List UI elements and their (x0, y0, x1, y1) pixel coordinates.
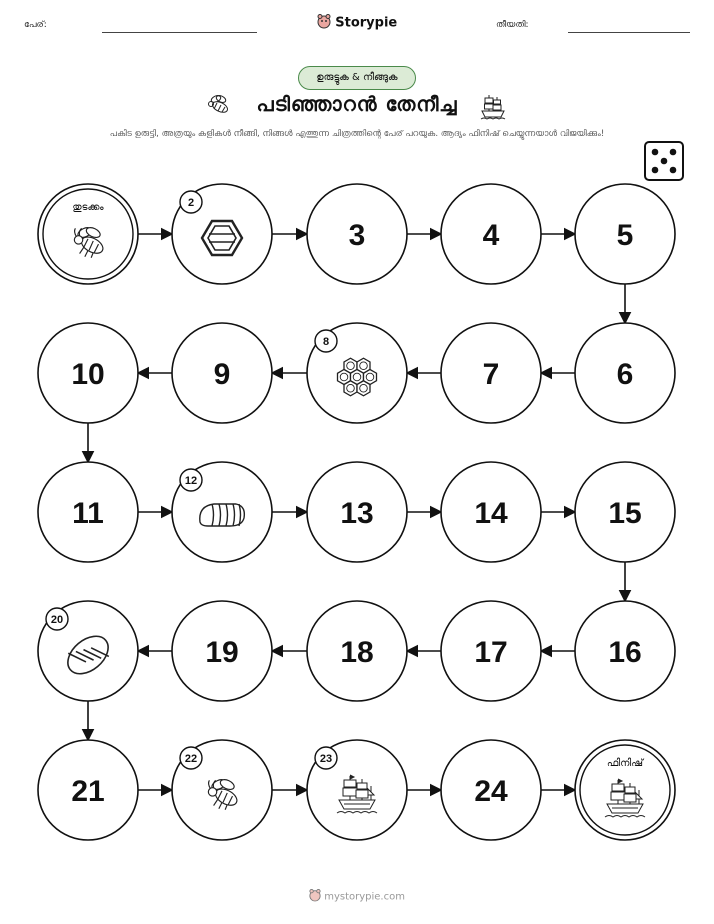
space-number: 7 (482, 358, 500, 391)
space-number: 3 (348, 219, 366, 252)
board-space[interactable] (575, 601, 675, 701)
activity-tag: ഉരുട്ടുക & നീങ്ങുക (298, 66, 416, 90)
board-space[interactable] (441, 601, 541, 701)
board-space[interactable] (575, 184, 675, 284)
board-space[interactable] (307, 740, 407, 840)
board-space[interactable] (441, 184, 541, 284)
board-space[interactable] (172, 184, 272, 284)
board-space[interactable] (307, 323, 407, 423)
board-space[interactable] (38, 601, 138, 701)
space-number: 5 (616, 219, 634, 252)
page-title: പടിഞ്ഞാറൻ തേനീച്ച (256, 92, 458, 116)
board-space[interactable] (172, 462, 272, 562)
board-space[interactable] (441, 740, 541, 840)
board-space[interactable] (38, 323, 138, 423)
space-number: 21 (71, 775, 105, 808)
space-number: 23 (319, 753, 333, 765)
footer-url: mystorypie.com (324, 891, 405, 903)
name-label: പേര്: (24, 20, 47, 30)
space-number: 24 (474, 775, 508, 808)
finish-label: ഫിനിഷ് (606, 758, 644, 769)
board-space[interactable] (38, 740, 138, 840)
space-number: 22 (184, 753, 198, 765)
space-number: 19 (205, 636, 239, 669)
space-number: 4 (482, 219, 500, 252)
board-space[interactable] (172, 323, 272, 423)
space-number: 18 (340, 636, 374, 669)
board-space[interactable] (307, 184, 407, 284)
board-space[interactable] (307, 462, 407, 562)
board-space[interactable] (575, 323, 675, 423)
space-number: 10 (71, 358, 105, 391)
space-number: 17 (474, 636, 508, 669)
board-space[interactable] (575, 740, 675, 840)
space-number: 6 (616, 358, 634, 391)
date-label: തീയതി: (496, 20, 529, 30)
honeycomb-icon (338, 358, 377, 396)
footer-logo-icon (309, 888, 321, 905)
space-number: 16 (608, 636, 642, 669)
space-number: 20 (50, 614, 64, 626)
space-number: 13 (340, 497, 374, 530)
board-space[interactable] (441, 323, 541, 423)
space-number: 11 (72, 497, 104, 530)
board-space[interactable] (307, 601, 407, 701)
space-number: 9 (213, 358, 231, 391)
space-number: 2 (187, 197, 195, 209)
start-label: തുടക്കം (72, 202, 104, 213)
space-number: 12 (184, 475, 198, 487)
board-space[interactable] (575, 462, 675, 562)
honeycomb-cell-icon (202, 221, 242, 255)
footer (0, 888, 714, 905)
space-number: 8 (322, 336, 330, 348)
instructions: പകിട ഉരുട്ടി, അത്രയും കളികൾ നീങ്ങി, നിങ്ങൾ എത്തുന്ന ചിത്രത്തിന്റെ പേര് പറയുക. ആദ്യം ഫിനിഷ് ചെയ്യുന്നയാൾ വിജയിക്കും! (109, 129, 605, 139)
board-space[interactable] (441, 462, 541, 562)
larva-icon (200, 504, 245, 526)
brand-name: Storypie (335, 15, 398, 31)
space-number: 15 (608, 497, 642, 530)
board-space[interactable] (38, 462, 138, 562)
board-space[interactable] (172, 740, 272, 840)
board-space[interactable] (38, 184, 138, 284)
space-number: 14 (474, 497, 508, 530)
board-space[interactable] (172, 601, 272, 701)
